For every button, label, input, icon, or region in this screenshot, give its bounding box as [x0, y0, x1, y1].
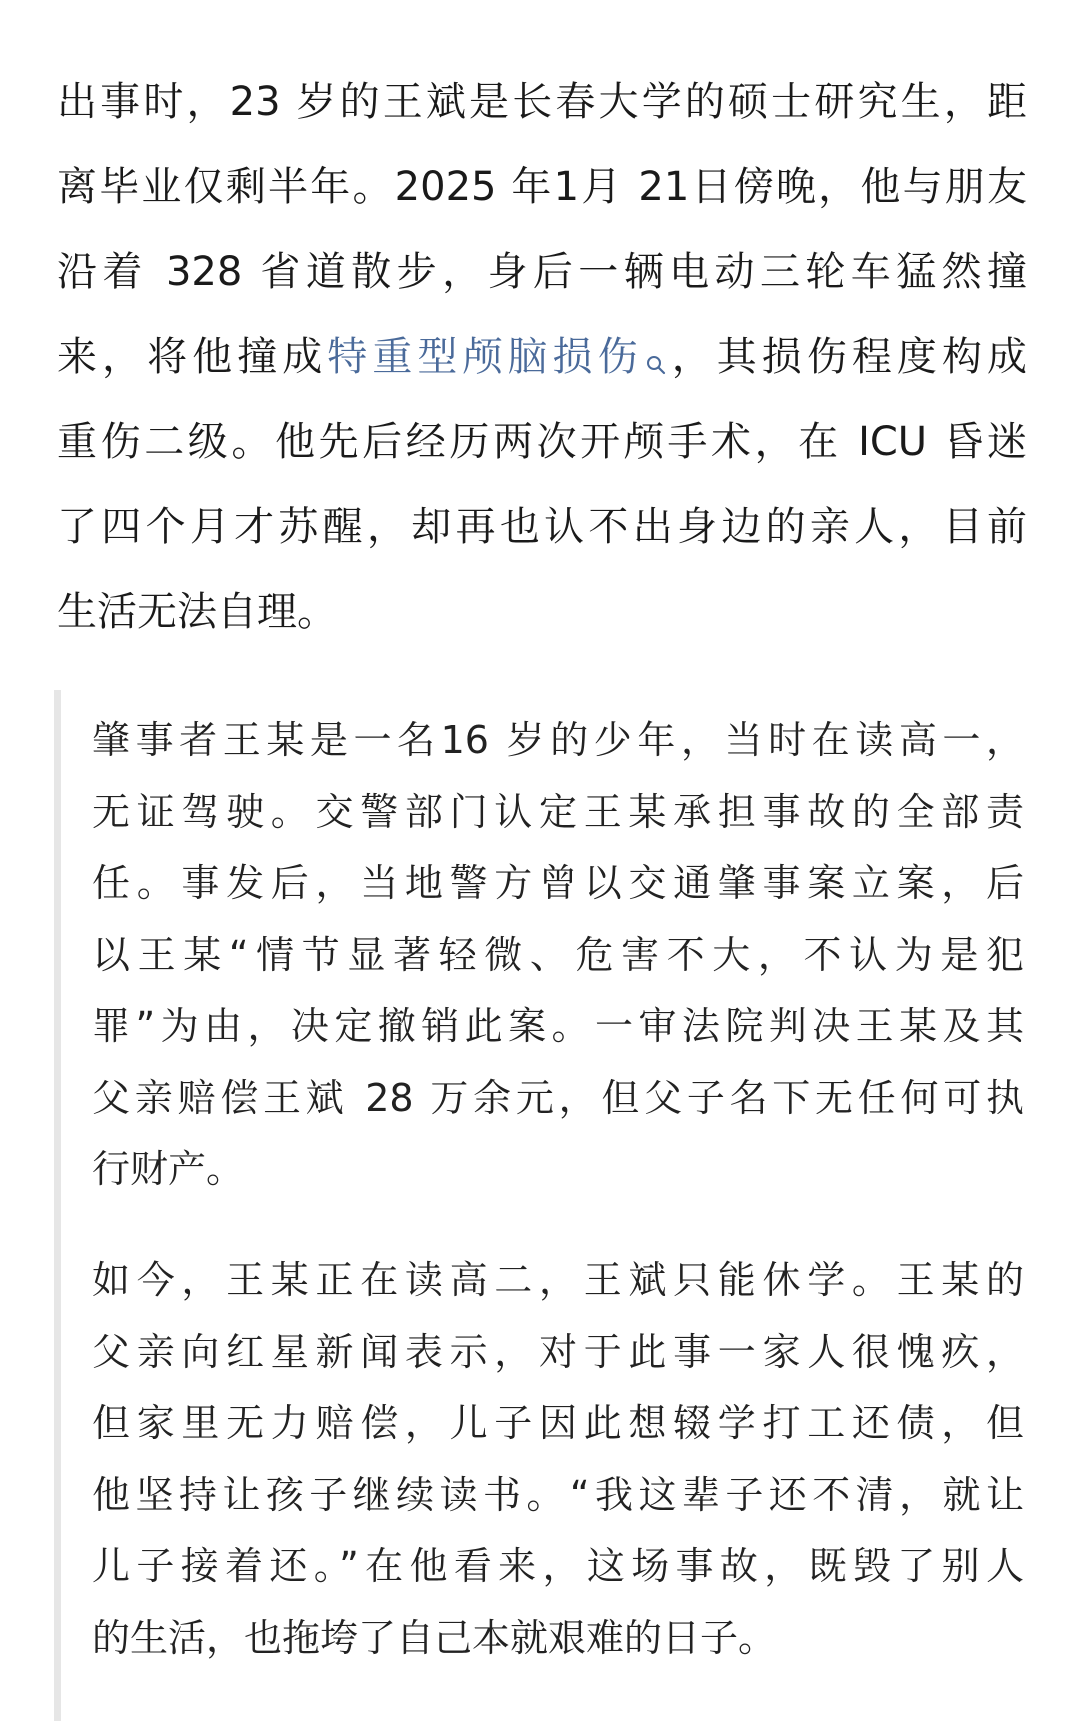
quote-line: 罪”为由，决定撤销此案。一审法院判决王某及其: [92, 1004, 1024, 1048]
blockquote-paragraph-2: [92, 1245, 1024, 1674]
quote-line: 以王某“情节显著轻微、危害不大，不认为是犯: [92, 932, 1024, 977]
main-line-text: ，其损伤程度构成: [666, 334, 1028, 380]
main-line: 出事时，23 岁的王斌是长春大学的硕士研究生，距: [57, 79, 1027, 125]
main-line-with-link: [57, 315, 1027, 400]
main-line: 生活无法自理。: [57, 589, 337, 635]
quote-line: 他坚持让孩子继续读书。“我这辈子还不清，就让: [92, 1472, 1024, 1517]
blockquote-paragraph-1: [92, 705, 1024, 1206]
quote-line: 父亲赔偿王斌 28 万余元，但父子名下无任何可执: [92, 1075, 1024, 1120]
quote-line: 肇事者王某是一名16 岁的少年，当时在读高一，: [92, 718, 1024, 762]
quote-line: 任。事发后，当地警方曾以交通肇事案立案，后: [92, 861, 1024, 905]
search-icon[interactable]: [645, 321, 667, 343]
main-paragraph: [57, 60, 1027, 655]
quote-line: 儿子接着还。”在他看来，这场事故，既毁了别人: [92, 1544, 1024, 1588]
quote-line: 父亲向红星新闻表示，对于此事一家人很愧疚，: [92, 1329, 1024, 1374]
main-line: 了四个月才苏醒，却再也认不出身边的亲人，目前: [57, 504, 1027, 550]
keyword-link[interactable]: 特重型颅脑损伤: [327, 334, 643, 380]
main-line-text: 来，将他撞成: [57, 334, 328, 380]
blockquote-bar: [54, 690, 61, 1721]
quote-line: 无证驾驶。交警部门认定王某承担事故的全部责: [92, 789, 1024, 834]
quote-line: 但家里无力赔偿，儿子因此想辍学打工还债，但: [92, 1401, 1024, 1445]
quote-line: 行财产。: [92, 1147, 245, 1191]
main-line: 重伤二级。他先后经历两次开颅手术，在 ICU 昏迷: [57, 419, 1027, 465]
quote-line: 的生活，也拖垮了自己本就艰难的日子。: [92, 1615, 777, 1660]
quote-line: 如今，王某正在读高二，王斌只能休学。王某的: [92, 1258, 1024, 1302]
main-line: 沿着 328 省道散步，身后一辆电动三轮车猛然撞: [57, 249, 1027, 295]
main-line: 离毕业仅剩半年。2025 年1月 21日傍晚，他与朋友: [57, 164, 1027, 210]
